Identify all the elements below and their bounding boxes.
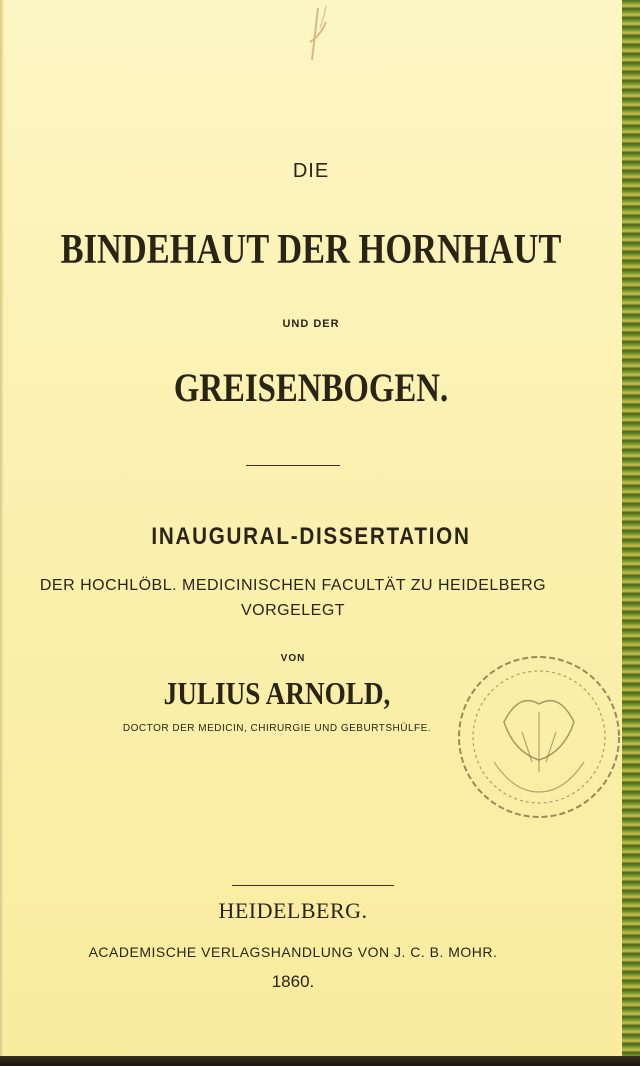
publisher-line: ACADEMISCHE VERLAGSHANDLUNG VON J. C. B. MOHR. xyxy=(88,944,498,960)
title-connector: UND DER xyxy=(282,318,340,330)
divider-rule xyxy=(246,465,340,466)
page-bottom-edge xyxy=(0,1056,640,1066)
divider-rule-bottom xyxy=(232,885,394,886)
author-degree: DOCTOR DER MEDICIN, CHIRURGIE UND GEBURTSHÜLFE. xyxy=(122,723,432,734)
publication-year: 1860. xyxy=(271,972,315,991)
by-label: VON xyxy=(280,653,306,664)
pencil-mark-icon xyxy=(290,2,350,72)
faculty-line: DER HOCHLÖBL. MEDICINISCHEN FACULTÄT ZU HEIDELBERG xyxy=(39,577,547,594)
author-name: JULIUS ARNOLD, xyxy=(163,675,391,711)
main-title-line-1: BINDEHAUT DER HORNHAUT xyxy=(60,227,562,273)
dissertation-label: INAUGURAL-DISSERTATION xyxy=(151,523,471,550)
publication-city: HEIDELBERG. xyxy=(218,898,368,923)
book-spine-edge xyxy=(622,0,640,1066)
title-article: DIE xyxy=(292,160,330,182)
library-stamp-icon xyxy=(444,642,634,832)
submitted-label: VORGELEGT xyxy=(240,602,346,619)
main-title-line-2: GREISENBOGEN. xyxy=(173,365,449,410)
